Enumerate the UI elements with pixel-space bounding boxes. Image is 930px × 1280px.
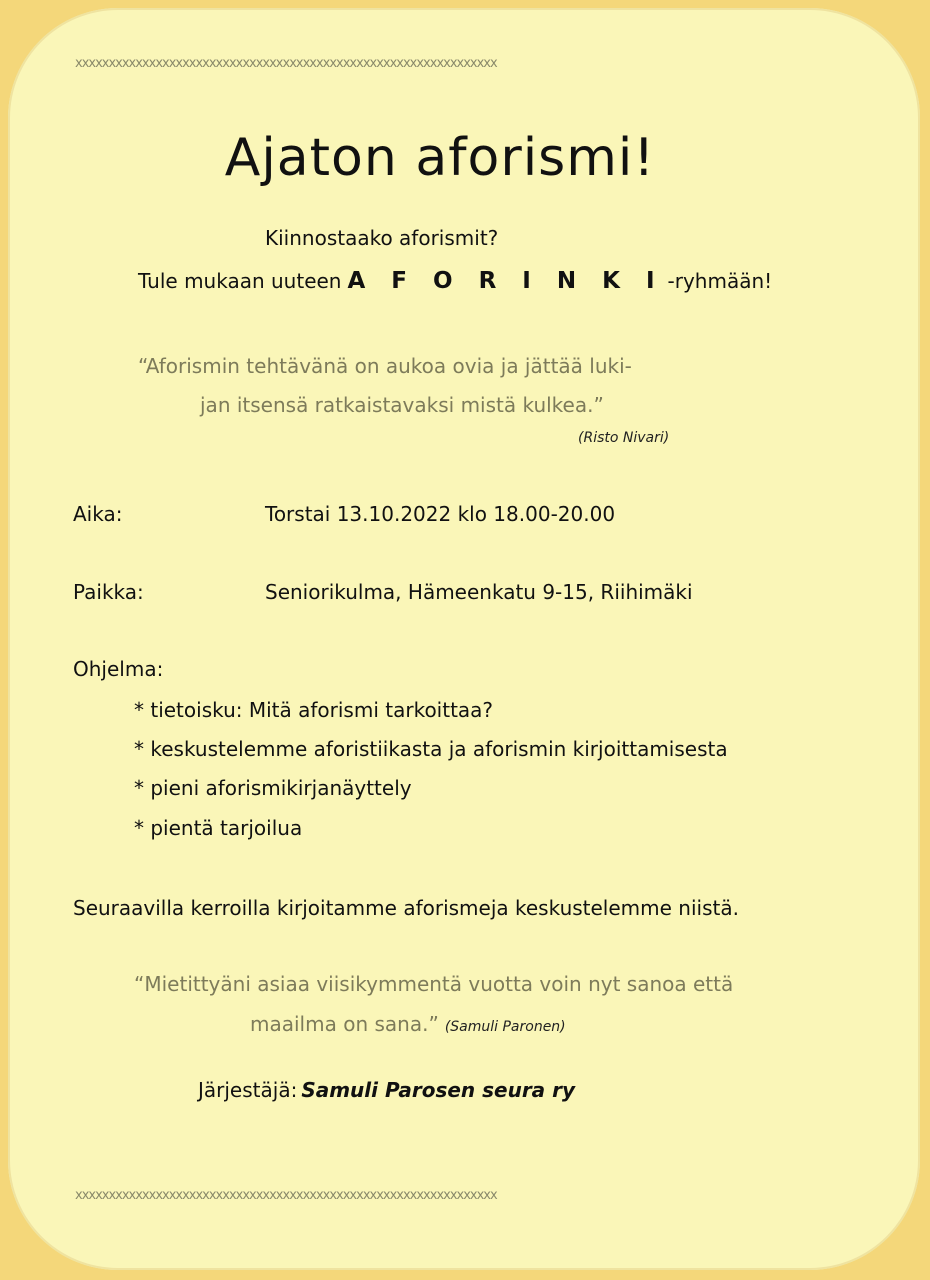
quote-2-line-1: “Mietittyäni asiaa viisikymmentä vuotta voin nyt sanoa että	[134, 972, 734, 996]
invitation-prefix: Tule mukaan uuteen	[138, 269, 342, 293]
decorative-border-bottom: xxxxxxxxxxxxxxxxxxxxxxxxxxxxxxxxxxxxxxxxxxxxxxxxxxxxxxxxxxxxxxx	[75, 1189, 497, 1203]
place-label: Paikka:	[73, 580, 144, 604]
organizer-name: Samuli Parosen seura ry	[301, 1078, 576, 1102]
time-label: Aika:	[73, 502, 123, 526]
subtitle-invitation	[138, 268, 772, 294]
invitation-suffix: -ryhmään!	[667, 269, 773, 293]
quote-1-line-2: jan itsensä ratkaistavaksi mistä kulkea.”	[200, 393, 604, 417]
program-item: * tietoisku: Mitä aforismi tarkoittaa?	[134, 698, 494, 722]
program-label: Ohjelma:	[73, 657, 164, 681]
program-item: * pieni aforismikirjanäyttely	[134, 776, 412, 800]
program-item: * keskustelemme aforistiikasta ja aforismin kirjoittamisesta	[134, 737, 728, 761]
time-value: Torstai 13.10.2022 klo 18.00-20.00	[265, 502, 616, 526]
decorative-border-top: xxxxxxxxxxxxxxxxxxxxxxxxxxxxxxxxxxxxxxxxxxxxxxxxxxxxxxxxxxxxxxx	[75, 57, 497, 71]
quote-2-author: (Samuli Paronen)	[444, 1019, 566, 1035]
organizer-label: Järjestäjä:	[198, 1078, 298, 1102]
quote-1-author: (Risto Nivari)	[578, 430, 670, 446]
quote-1-line-1: “Aforismin tehtävänä on aukoa ovia ja jättää luki-	[138, 354, 632, 378]
group-name: A F O R I N K I	[347, 268, 664, 294]
program-item: * pientä tarjoilua	[134, 816, 303, 840]
quote-2-text: maailma on sana.”	[250, 1012, 439, 1036]
followup-text: Seuraavilla kerroilla kirjoitamme aforismeja keskustelemme niistä.	[73, 896, 739, 920]
flyer-title: Ajaton aforismi!	[224, 128, 656, 188]
subtitle-question: Kiinnostaako aforismit?	[265, 226, 499, 250]
place-value: Seniorikulma, Hämeenkatu 9-15, Riihimäki	[265, 580, 693, 604]
quote-2-line-2	[250, 1012, 566, 1036]
organizer	[198, 1078, 575, 1102]
